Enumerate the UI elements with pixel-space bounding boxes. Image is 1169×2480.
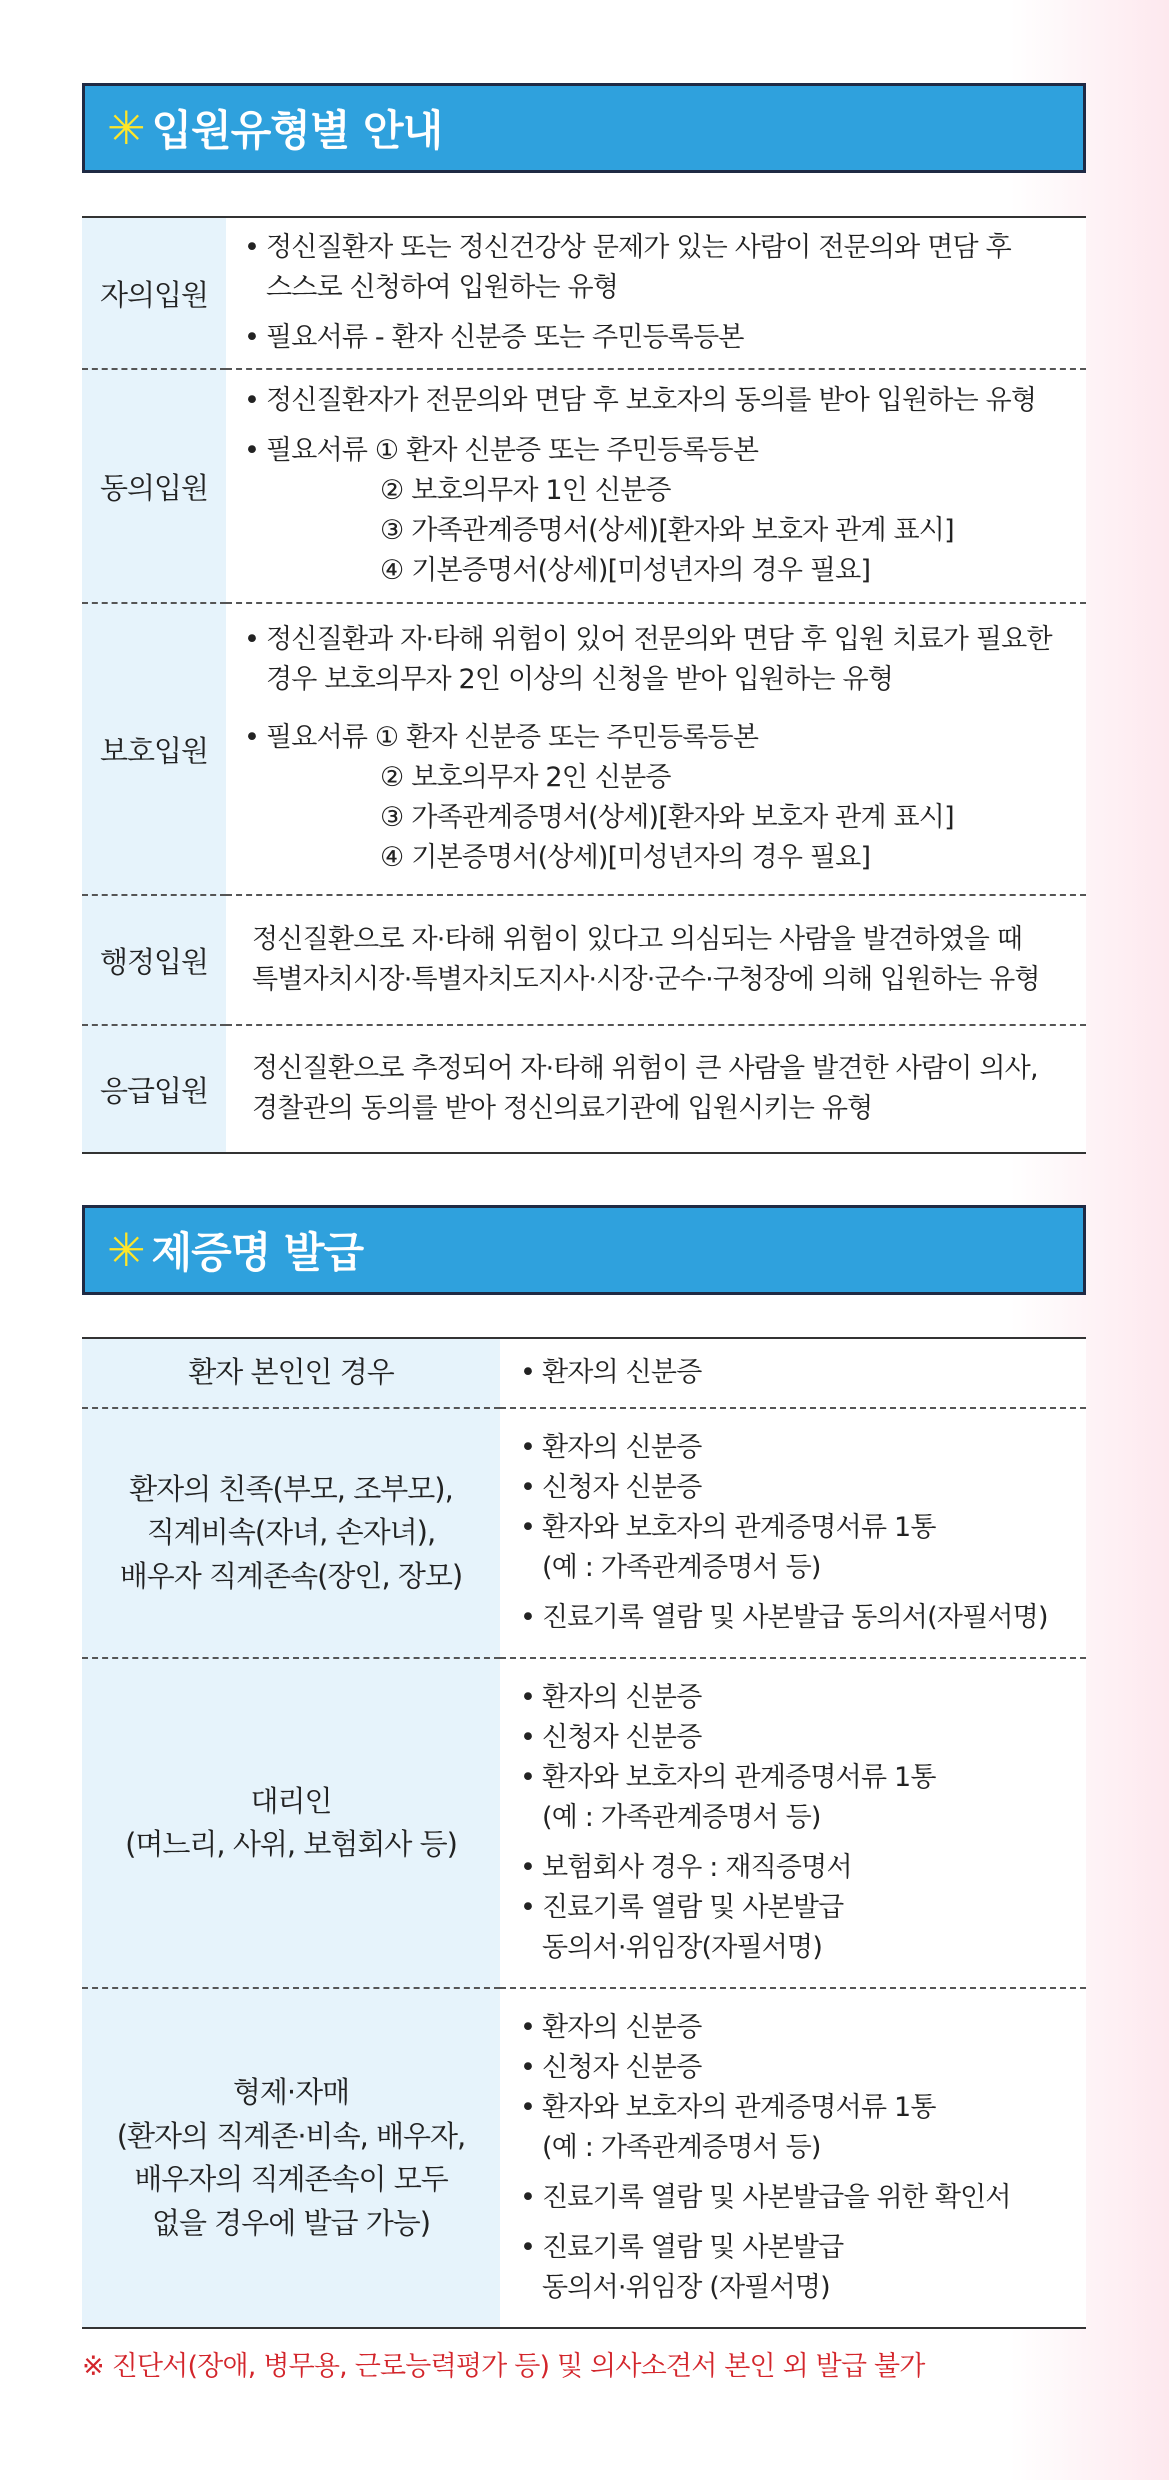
row-label: 환자 본인인 경우 <box>82 1338 500 1408</box>
list-item: • 환자의 신분증 <box>516 1428 1078 1468</box>
row-content <box>500 1408 1086 1658</box>
certificate-table <box>82 1337 1086 2329</box>
list-item: ④ 기본증명서(상세)[미성년자의 경우 필요] <box>380 555 871 586</box>
table-row <box>82 1338 1086 1408</box>
list-item: • 환자의 신분증 <box>516 1353 1078 1393</box>
row-content <box>500 1988 1086 2328</box>
list-item: ③ 가족관계증명서(상세)[환자와 보호자 관계 표시] <box>380 515 954 546</box>
list-item: • 진료기록 열람 및 사본발급 동의서·위임장 (자필서명) <box>516 2228 1078 2308</box>
row-label: 행정입원 <box>82 895 226 1025</box>
table-row <box>82 1025 1086 1153</box>
list-item: ④ 기본증명서(상세)[미성년자의 경우 필요] <box>380 842 871 873</box>
row-content <box>226 217 1086 369</box>
list-item: • 진료기록 열람 및 사본발급 동의서(자필서명) <box>516 1598 1078 1638</box>
row-content <box>226 369 1086 603</box>
list-item: • 정신질환자 또는 정신건강상 문제가 있는 사람이 전문의와 면담 후 스스로 신청하여 입원하는 유형 <box>240 228 1078 308</box>
row-label: 동의입원 <box>82 369 226 603</box>
row-content <box>226 603 1086 895</box>
table-row <box>82 1988 1086 2328</box>
table-row <box>82 603 1086 895</box>
row-content <box>226 895 1086 1025</box>
row-label: 응급입원 <box>82 1025 226 1153</box>
list-item: ② 보호의무자 1인 신분증 <box>380 475 671 506</box>
list-item: ③ 가족관계증명서(상세)[환자와 보호자 관계 표시] <box>380 802 954 833</box>
list-item: • 진료기록 열람 및 사본발급을 위한 확인서 <box>516 2178 1078 2218</box>
list-item: • 필요서류 - 환자 신분증 또는 주민등록등본 <box>240 318 1078 358</box>
list-item: • 보험회사 경우 : 재직증명서 <box>516 1848 1078 1888</box>
table-row <box>82 217 1086 369</box>
footnote: ※ 진단서(장애, 병무용, 근로능력평가 등) 및 의사소견서 본인 외 발급 불가 <box>82 2351 925 2382</box>
row-content <box>500 1658 1086 1988</box>
table-row <box>82 369 1086 603</box>
list-item: • 환자의 신분증 <box>516 1678 1078 1718</box>
table-row <box>82 1658 1086 1988</box>
list-item: • 신청자 신분증 <box>516 1468 1078 1508</box>
row-label: 보호입원 <box>82 603 226 895</box>
row-label: 대리인 (며느리, 사위, 보험회사 등) <box>82 1658 500 1988</box>
list-item: • 신청자 신분증 <box>516 1718 1078 1758</box>
list-item: ② 보호의무자 2인 신분증 <box>380 762 671 793</box>
list-item: • 정신질환자가 전문의와 면담 후 보호자의 동의를 받아 입원하는 유형 <box>240 381 1078 421</box>
list-item: • 필요서류 ① 환자 신분증 또는 주민등록등본 <box>240 718 1078 758</box>
list-item: • 환자와 보호자의 관계증명서류 1통 (예 : 가족관계증명서 등) <box>516 1508 1078 1588</box>
admission-types-table <box>82 216 1086 1154</box>
row-label: 형제·자매 (환자의 직계존·비속, 배우자, 배우자의 직계존속이 모두 없을 경우에 발급 가능) <box>82 1988 500 2328</box>
row-label: 자의입원 <box>82 217 226 369</box>
row-content <box>500 1338 1086 1408</box>
section-title: 제증명 발급 <box>151 1228 364 1277</box>
table-row <box>82 1408 1086 1658</box>
row-label: 환자의 친족(부모, 조부모), 직계비속(자녀, 손자녀), 배우자 직계존속(장인, 장모) <box>82 1408 500 1658</box>
description-line: 정신질환으로 자·타해 위험이 있다고 의심되는 사람을 발견하였을 때 <box>252 924 1023 955</box>
document-list <box>240 758 1078 878</box>
list-item: • 필요서류 ① 환자 신분증 또는 주민등록등본 <box>240 431 1078 471</box>
description-line: 특별자치시장·특별자치도지사·시장·군수·구청장에 의해 입원하는 유형 <box>252 964 1040 995</box>
section-header-certificates <box>82 1205 1086 1295</box>
asterisk-icon: ✳ <box>107 1223 146 1277</box>
row-content <box>226 1025 1086 1153</box>
asterisk-icon: ✳ <box>107 101 146 155</box>
description-line: 정신질환으로 추정되어 자·타해 위험이 큰 사람을 발견한 사람이 의사, <box>252 1053 1038 1084</box>
list-item: • 환자와 보호자의 관계증명서류 1통 (예 : 가족관계증명서 등) <box>516 1758 1078 1838</box>
list-item: • 환자와 보호자의 관계증명서류 1통 (예 : 가족관계증명서 등) <box>516 2088 1078 2168</box>
section-title: 입원유형별 안내 <box>151 106 443 155</box>
list-item: • 신청자 신분증 <box>516 2048 1078 2088</box>
section-header-admission-types <box>82 83 1086 173</box>
list-item: • 정신질환과 자·타해 위험이 있어 전문의와 면담 후 입원 치료가 필요한 경우 보호의무자 2인 이상의 신청을 받아 입원하는 유형 <box>240 620 1078 700</box>
table-row <box>82 895 1086 1025</box>
list-item: • 환자의 신분증 <box>516 2008 1078 2048</box>
description-line: 경찰관의 동의를 받아 정신의료기관에 입원시키는 유형 <box>252 1093 873 1124</box>
list-item: • 진료기록 열람 및 사본발급 동의서·위임장(자필서명) <box>516 1888 1078 1968</box>
document-list <box>240 471 1078 591</box>
